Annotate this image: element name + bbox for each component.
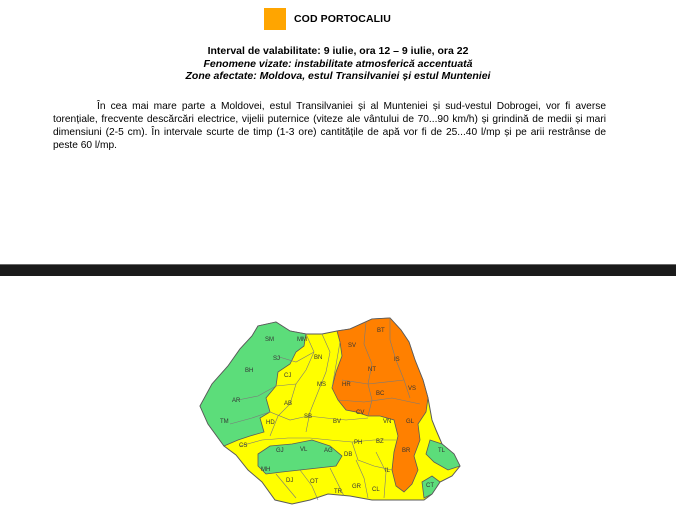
- county-label-hr: HR: [342, 382, 351, 388]
- county-label-ag: AG: [324, 448, 333, 454]
- county-label-vl: VL: [300, 447, 308, 453]
- county-label-bn: BN: [314, 355, 323, 361]
- county-label-ms: MS: [317, 382, 326, 388]
- county-label-gl: GL: [406, 419, 415, 425]
- page-divider: [0, 265, 676, 276]
- romania-warning-map: [0, 276, 676, 530]
- warning-description: În cea mai mare parte a Moldovei, estul Transilvaniei și al Munteniei și sud-vestul Dobrogei, vor fi averse torențiale, frecvente descărcări electrice, vijelii puternice (viteze ale vântului de 70...90 km/h) și grindină de medii și mari dimensiuni (2-5 cm). În intervale scurte de timp (1-3 ore) cantitățile de apă vor fi de 25...40 l/mp și pe arii restrânse de peste 60 l/mp.: [53, 101, 606, 151]
- county-label-gj: GJ: [276, 448, 284, 454]
- county-label-tl: TL: [438, 448, 446, 454]
- county-label-br: BR: [402, 448, 411, 454]
- warning-heading: [0, 45, 676, 83]
- county-label-cv: CV: [356, 410, 365, 416]
- county-label-dj: DJ: [286, 478, 294, 484]
- county-label-hd: HD: [266, 420, 275, 426]
- county-label-sb: SB: [304, 414, 313, 420]
- county-label-db: DB: [344, 452, 353, 458]
- orange-code-swatch: [264, 8, 286, 30]
- warning-code-row: [264, 6, 391, 32]
- county-label-bc: BC: [376, 391, 385, 397]
- county-label-cj: CJ: [284, 373, 292, 379]
- county-label-sm: SM: [265, 337, 274, 343]
- county-label-ab: AB: [284, 401, 293, 407]
- county-label-bv: BV: [333, 419, 342, 425]
- county-label-vs: VS: [408, 386, 417, 392]
- county-label-nt: NT: [368, 367, 376, 373]
- county-label-bz: BZ: [376, 439, 384, 445]
- affected-zones-line: Zone afectate: Moldova, estul Transilvaniei și estul Munteniei: [185, 70, 491, 83]
- county-label-cl: CL: [372, 487, 380, 493]
- county-label-ar: AR: [232, 398, 241, 404]
- warning-code-label: COD PORTOCALIU: [294, 13, 391, 25]
- county-label-vn: VN: [383, 419, 392, 425]
- county-label-tm: TM: [220, 419, 229, 425]
- county-label-mh: MH: [261, 467, 271, 473]
- county-label-il: IL: [385, 468, 391, 474]
- county-label-ph: PH: [354, 440, 363, 446]
- county-label-cs: CS: [239, 443, 248, 449]
- county-label-bh: BH: [245, 368, 254, 374]
- county-label-sj: SJ: [273, 356, 281, 362]
- phenomena-line: Fenomene vizate: instabilitate atmosferică accentuată: [203, 57, 473, 70]
- county-label-ot: OT: [310, 479, 319, 485]
- county-label-is: IS: [394, 357, 400, 363]
- county-label-gr: GR: [352, 484, 361, 490]
- county-label-mm: MM: [297, 337, 307, 343]
- validity-interval: Interval de valabilitate: 9 iulie, ora 12 – 9 iulie, ora 22: [207, 45, 469, 57]
- county-label-ct: CT: [426, 483, 434, 489]
- county-label-bt: BT: [377, 328, 385, 334]
- county-label-sv: SV: [348, 343, 357, 349]
- county-label-tr: TR: [334, 489, 342, 495]
